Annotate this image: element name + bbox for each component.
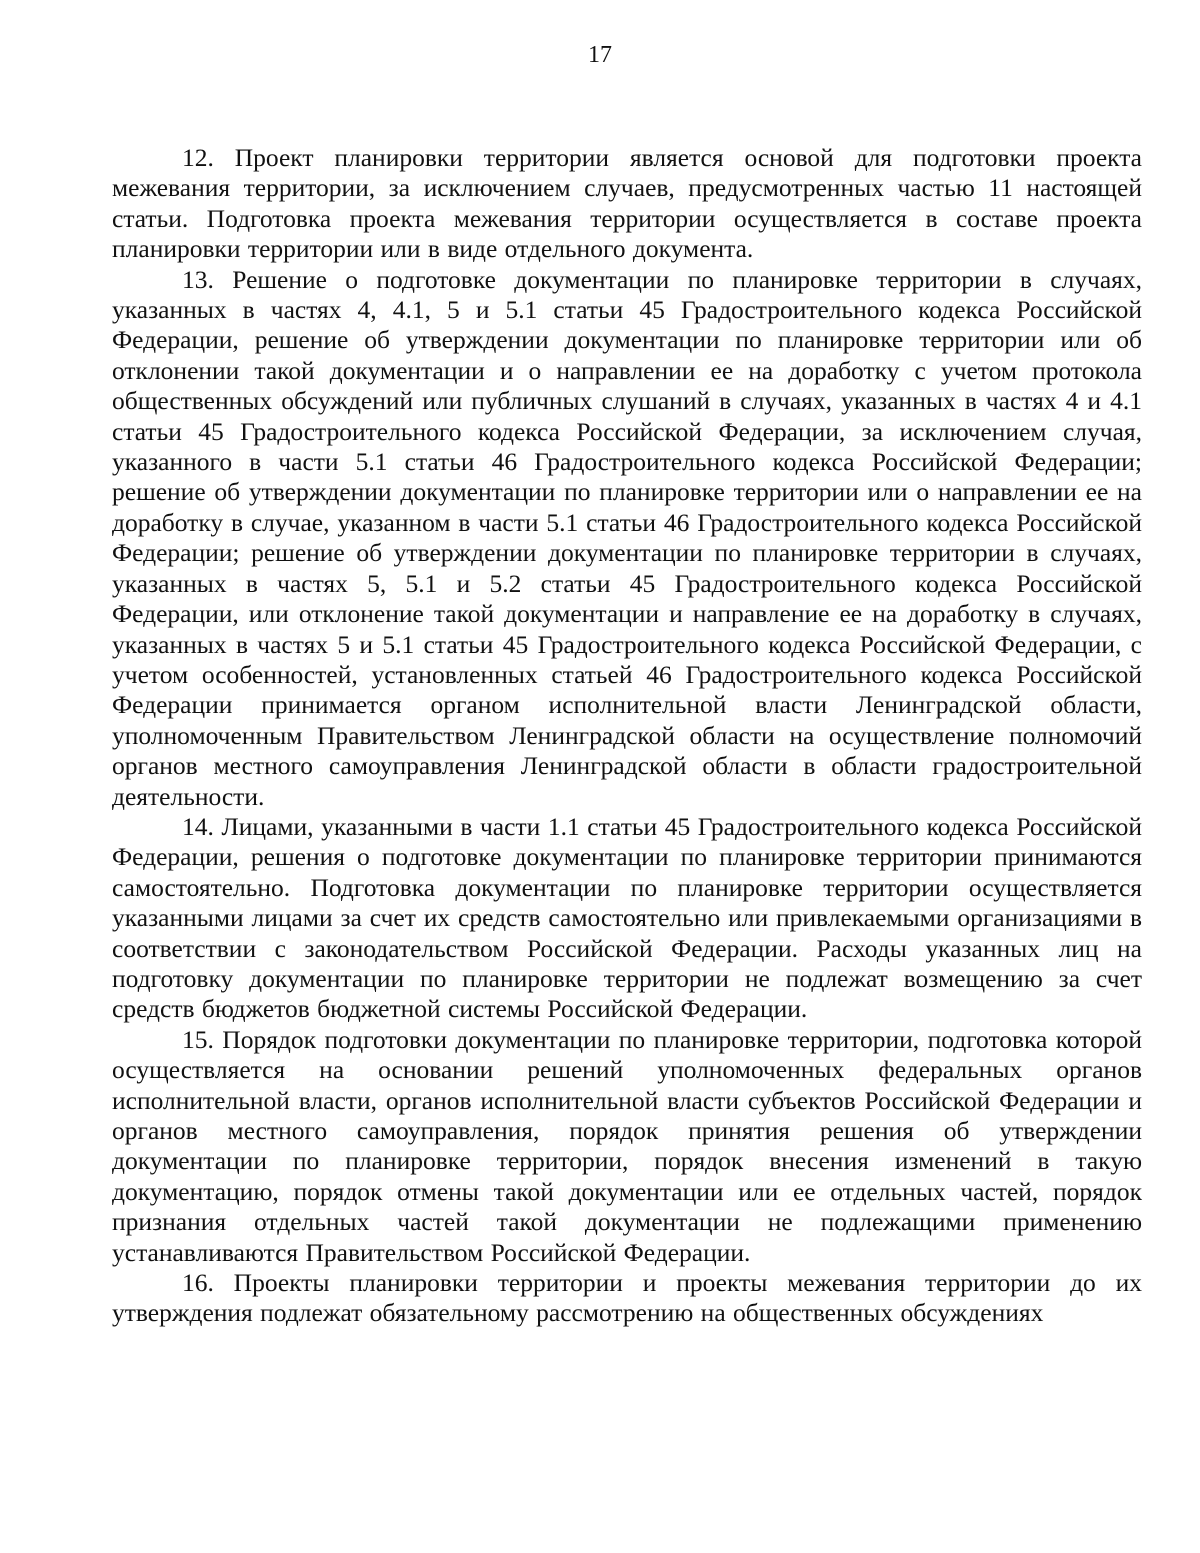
paragraph-14: 14. Лицами, указанными в части 1.1 статьи 45 Градостроительного кодекса Российской Федерации, решения о подготовке документации по планировке территории принимаются самостоятельно. Подготовка документации по планировке территории осуществляется указанными лицами за счет их средств самостоятельно или привлекаемыми организациями в соответствии с законодательством Российской Федерации. Расходы указанных лиц на подготовку документации по планировке территории не подлежат возмещению за счет средств бюджетов бюджетной системы Российской Федерации. bbox=[112, 811, 1142, 1024]
document-body bbox=[112, 143, 1142, 1329]
page-number: 17 bbox=[588, 42, 612, 68]
paragraph-13: 13. Решение о подготовке документации по планировке территории в случаях, указанных в частях 4, 4.1, 5 и 5.1 статьи 45 Градостроительного кодекса Российской Федерации, решение об утверждении документации по планировке территории или об отклонении такой документации и о направлении ее на доработку с учетом протокола общественных обсуждений или публичных слушаний в случаях, указанных в частях 4 и 4.1 статьи 45 Градостроительного кодекса Российской Федерации, за исключением случая, указанного в части 5.1 статьи 46 Градостроительного кодекса Российской Федерации; решение об утверждении документации по планировке территории или о направлении ее на доработку в случае, указанном в части 5.1 статьи 46 Градостроительного кодекса Российской Федерации; решение об утверждении документации по планировке территории в случаях, указанных в частях 5, 5.1 и 5.2 статьи 45 Градостроительного кодекса Российской Федерации, или отклонение такой документации и направление ее на доработку в случаях, указанных в частях 5 и 5.1 статьи 45 Градостроительного кодекса Российской Федерации, с учетом особенностей, установленных статьей 46 Градостроительного кодекса Российской Федерации принимается органом исполнительной власти Ленинградской области, уполномоченным Правительством Ленинградской области на осуществление полномочий органов местного самоуправления Ленинградской области в области градостроительной деятельности. bbox=[112, 264, 1142, 811]
paragraph-12: 12. Проект планировки территории является основой для подготовки проекта межевания территории, за исключением случаев, предусмотренных частью 11 настоящей статьи. Подготовка проекта межевания территории осуществляется в составе проекта планировки территории или в виде отдельного документа. bbox=[112, 143, 1142, 264]
paragraph-15: 15. Порядок подготовки документации по планировке территории, подготовка которой осуществляется на основании решений уполномоченных федеральных органов исполнительной власти, органов исполнительной власти субъектов Российской Федерации и органов местного самоуправления, порядок принятия решения об утверждении документации по планировке территории, порядок внесения изменений в такую документацию, порядок отмены такой документации или ее отдельных частей, порядок признания отдельных частей такой документации не подлежащими применению устанавливаются Правительством Российской Федерации. bbox=[112, 1024, 1142, 1267]
paragraph-16: 16. Проекты планировки территории и проекты межевания территории до их утверждения подлежат обязательному рассмотрению на общественных обсуждениях bbox=[112, 1268, 1142, 1328]
